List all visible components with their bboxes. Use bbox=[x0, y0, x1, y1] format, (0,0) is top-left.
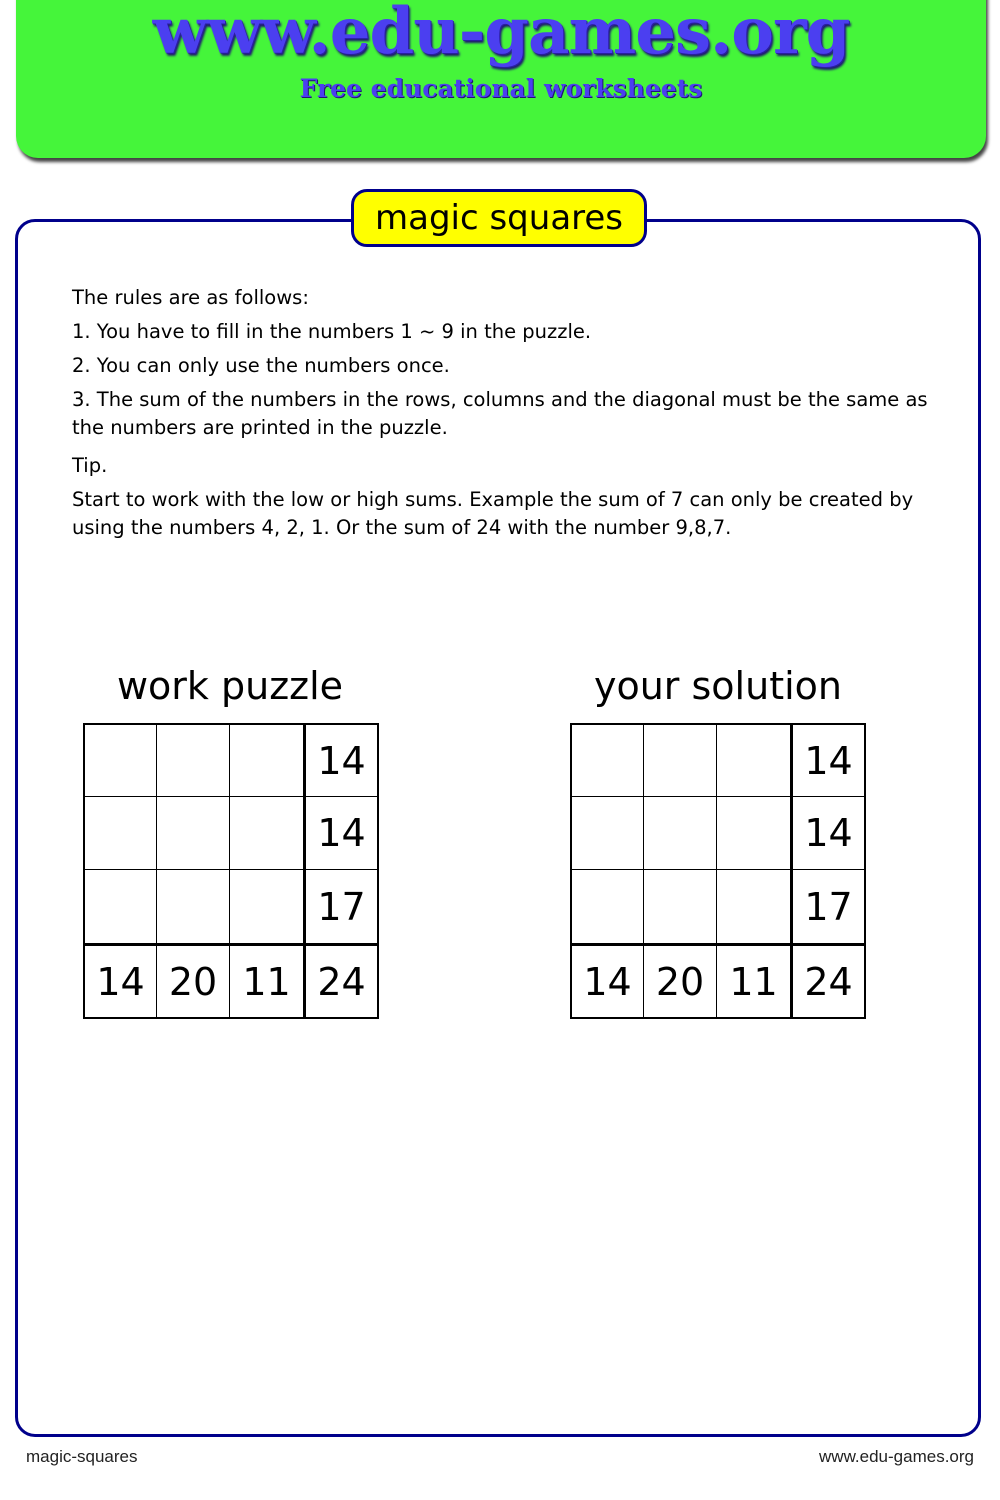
puzzle-cell[interactable] bbox=[230, 725, 303, 797]
tip-label: Tip. bbox=[72, 454, 108, 477]
rule-item: 1. You have to fill in the numbers 1 ~ 9 in the puzzle. bbox=[72, 320, 592, 343]
solution-cell[interactable] bbox=[644, 725, 717, 797]
column-sum: 20 bbox=[644, 943, 717, 1017]
rules-intro: The rules are as follows: bbox=[72, 286, 309, 309]
column-sum: 20 bbox=[157, 943, 230, 1017]
rule-item: 3. The sum of the numbers in the rows, columns and the diagonal must be the same as the numbers are printed in the puzzle. bbox=[72, 388, 928, 439]
column-sum: 14 bbox=[572, 943, 644, 1017]
solution-cell[interactable] bbox=[717, 870, 790, 943]
diagonal-sum: 24 bbox=[790, 943, 864, 1017]
column-sum: 11 bbox=[230, 943, 303, 1017]
puzzle-cell[interactable] bbox=[157, 870, 230, 943]
puzzle-cell[interactable] bbox=[230, 797, 303, 870]
solution-cell[interactable] bbox=[572, 797, 644, 870]
solution-grid bbox=[570, 723, 866, 1019]
solution-cell[interactable] bbox=[644, 797, 717, 870]
worksheet-title: magic squares bbox=[351, 189, 647, 247]
work-puzzle-grid bbox=[83, 723, 379, 1019]
puzzle-cell[interactable] bbox=[157, 725, 230, 797]
footer-right: www.edu-games.org bbox=[819, 1447, 974, 1466]
row-sum: 14 bbox=[790, 725, 864, 797]
diagonal-sum: 24 bbox=[303, 943, 377, 1017]
row-sum: 14 bbox=[303, 725, 377, 797]
row-sum: 14 bbox=[303, 797, 377, 870]
site-subtitle: Free educational worksheets bbox=[299, 74, 703, 103]
puzzle-cell[interactable] bbox=[85, 725, 157, 797]
puzzle-cell[interactable] bbox=[157, 797, 230, 870]
column-sum: 11 bbox=[717, 943, 790, 1017]
rules-section bbox=[72, 284, 932, 542]
row-sum: 14 bbox=[790, 797, 864, 870]
column-sum: 14 bbox=[85, 943, 157, 1017]
tip-text: Start to work with the low or high sums. Example the sum of 7 can only be created by using the numbers 4, 2, 1. Or the sum of 24 with the number 9,8,7. bbox=[72, 488, 914, 539]
puzzle-cell[interactable] bbox=[85, 870, 157, 943]
site-banner bbox=[16, 0, 986, 158]
solution-cell[interactable] bbox=[717, 797, 790, 870]
row-sum: 17 bbox=[790, 870, 864, 943]
solution-cell[interactable] bbox=[717, 725, 790, 797]
solution-heading: your solution bbox=[593, 664, 842, 708]
solution-cell[interactable] bbox=[572, 725, 644, 797]
puzzle-cell[interactable] bbox=[85, 797, 157, 870]
row-sum: 17 bbox=[303, 870, 377, 943]
puzzle-cell[interactable] bbox=[230, 870, 303, 943]
work-puzzle-heading: work puzzle bbox=[116, 664, 344, 708]
solution-cell[interactable] bbox=[644, 870, 717, 943]
site-title: www.edu-games.org bbox=[152, 0, 850, 69]
footer-left: magic-squares bbox=[26, 1447, 138, 1466]
solution-cell[interactable] bbox=[572, 870, 644, 943]
rule-item: 2. You can only use the numbers once. bbox=[72, 354, 450, 377]
